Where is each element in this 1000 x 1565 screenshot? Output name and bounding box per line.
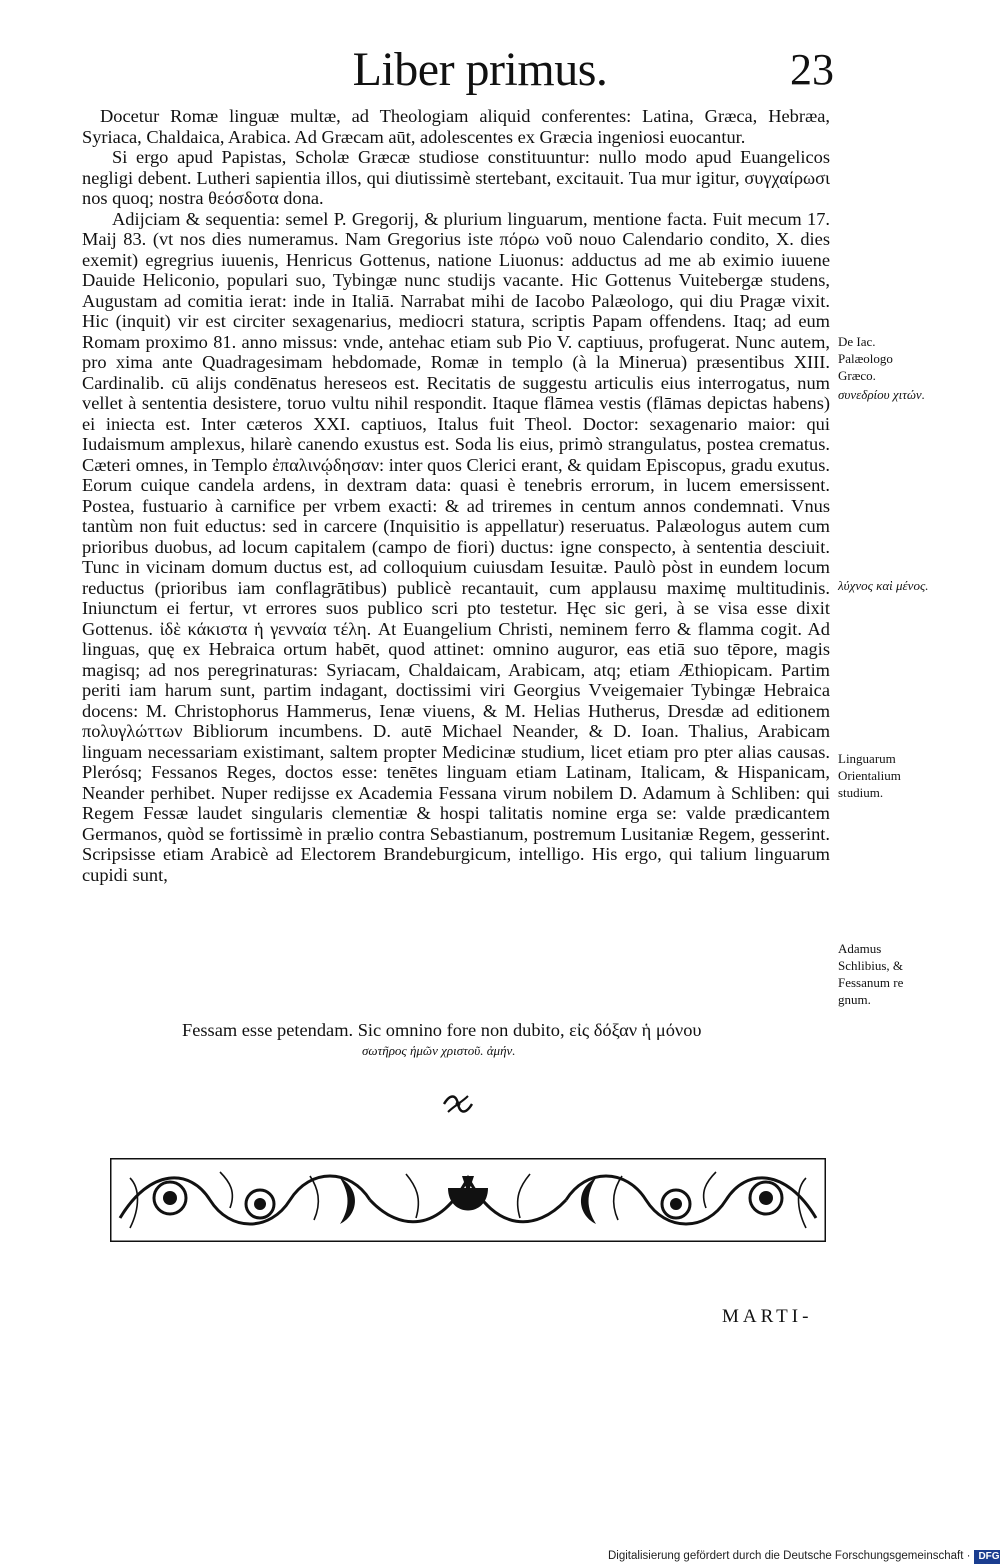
paragraph-1: Docetur Romæ linguæ multæ, ad Theologiam aliquid conferentes: Latina, Græca, Hebræa, Syriaca, Chaldaica, Arabica. Ad Græcam aūt, adolescentes ex Græcia ingeniosi euocantur. xyxy=(82,106,830,147)
dfg-logo: DFG xyxy=(974,1550,1000,1564)
closing-line-1: Fessam esse petendam. Sic omnino fore non dubito, εἰς δόξαν ἡ μόνου xyxy=(182,1020,702,1040)
paragraph-2: Si ergo apud Papistas, Scholæ Græcæ studiose constituuntur: nullo modo apud Euangelicos negligi debent. Lutheri sapientia illos, qui diutissimè stertebant, excitauit. Tua mur igitur, συγχαίρωσι nos quoq; nostra θεόσδοτα dona. xyxy=(82,147,830,208)
footer-text: Digitalisierung gefördert durch die Deutsche Forschungsgemeinschaft · xyxy=(608,1550,971,1562)
paragraph-3: Adijciam & sequentia: semel P. Gregorij, & plurium linguarum, mentione facta. Fuit mecum 17. Maij 83. (vt nos dies numeramus. Nam Gregorius iste πόρω νοῦ nouo Calendario condito, X. dies exemit) egregrius iuuenis, Henricus Gottenus, natione Liuonus: adductus ad me ab eximio iuuene Dauide Heliconio, populari suo, Tybingæ nunc studijs vacante. Hic Gottenus Vuitebergæ studens, Augustam ad comitia ierat: inde in Italiā. Narrabat mihi de Iacobo Palæologo, qui diu Pragæ vixit. Hic (inquit) vir est circiter sexagenarius, mediocri statura, scriptis Papam offendens. Itaq; ad eum Romam proximo 81. anno missus: vnde, antehac etiam sub Pio V. captiuus, profugerat. Nunc autem, pro xima ante Quadragesimam hebdomade, Romæ in templo (à la Minerua) præsentibus XIII. Cardinalib. cū alijs condēnatus hereseos est. Recitatis de suggestu articulis eius interrogatus, num vellet à sententia desistere, toruo vultu nihil respondit. Itaque flāmea vestis (flāmas depictas habens) ei iniecta est. Inter cæteros XXI. captiuos, Italus fuit Theol. Doctor: sexagenario maior: qui Iudaismum amplexus, hilarè canendo exustus est. Soda lis eius, primò strangulatus, postea crematus. Cæteri omnes, in Templo ἐπαλινῴδησαν: inter quos Clerici erant, & quidam Episcopus, gradu exutus. Eorum cuique candela ardens, in dextram data: quasi è tenebris errorum, in lucem emersissent. Postea, fustuario à carnifice per vrbem exacti: & ad triremes in centum annos condemnati. Vnus tantùm non fuit eductus: sed in carcere (Inquisitio is appellatur) reseruatus. Palæologus autem cum prioribus duobus, ad locum capitalem (campo de fiori) ductus: igne conspecto, à sententia desciuit. Tunc in vicinam domum ductus est, ad colloquium cuiusdam Iesuitæ. Paulò pòst in eundem locum reductus (prioribus iam conflagrātibus) publicè recantauit, cum applausu maximę multitudinis. Iniunctum ei fertur, vt errores suos publico scri pto testetur. Hęc sic geri, à se visa esse dixit Gottenus. ἰδὲ κάκιστα ἡ γενναία τέλη. At Euangelium Christi, neminem ferro & flamma cogit. Ad linguas, quę ex Hebraica ortum habēt, quod attinet: omnino auguror, eas etiā suo tēpore, magis magisq; ad nos peregrinaturas: Syriacam, Chaldaicam, Arabicam, atq; etiam Æthiopicam. Partim periti iam harum sunt, partim indagant, doctissimi viri Georgius Vveigemaier Tybingæ Hebraica docens: M. Christophorus Hammerus, Ienæ viuens, & M. Helias Hutherus, Dresdæ ad editionem πολυγλώττων Bibliorum incumbens. D. autē Michael Neander, & D. Ioan. Thalius, Arabicam linguam necessariam existimant, saltem propter Medicinæ studium, licet etiam pro pter alias causas. Plerósq; Fessanos Reges, doctos esse: tenētes linguam etiam Latinam, Italicam, & Hispanicam, Neander perhibet. Nuper redijsse ex Academia Fessana virum nobilem D. Adamum à Schliben: qui Regem Fessæ laudet singularis clementiæ & hospi talitatis nomine erga se: valde prædicantem Germanos, quòd se fortissimè in prælio contra Sebastianum, postremum Lusitaniæ Regem, gesserint. Scripsisse etiam Arabicè ad Electorem Brandeburgicum, intelligo. His ergo, qui talium linguarum cupidi sunt, xyxy=(82,208,830,885)
margin-note-synedrion: συνεδρίου χιτών. xyxy=(838,387,925,402)
margin-note-palaeologo: De Iac. Palæologo Græco. xyxy=(838,334,893,383)
closing-lines xyxy=(82,1020,830,1061)
fleuron-icon xyxy=(440,1090,476,1118)
catchword: MARTI- xyxy=(722,1306,813,1327)
margin-note-adamus: Adamus Schlibius, & Fessanum re gnum. xyxy=(838,941,904,1007)
ornamental-band-icon xyxy=(110,1158,826,1242)
margin-note-lychnos: λύχνος καὶ μένος. xyxy=(838,578,929,593)
digitization-footer xyxy=(608,1547,1000,1565)
main-text-block xyxy=(82,106,830,885)
margin-note-linguarum: Linguarum Orientalium studium. xyxy=(838,751,901,800)
closing-line-2: σωτῆρος ἡμῶν χριστοῦ. ἀμήν. xyxy=(362,1042,516,1058)
page-number: 23 xyxy=(790,45,834,94)
running-title: Liber primus. xyxy=(352,43,608,96)
